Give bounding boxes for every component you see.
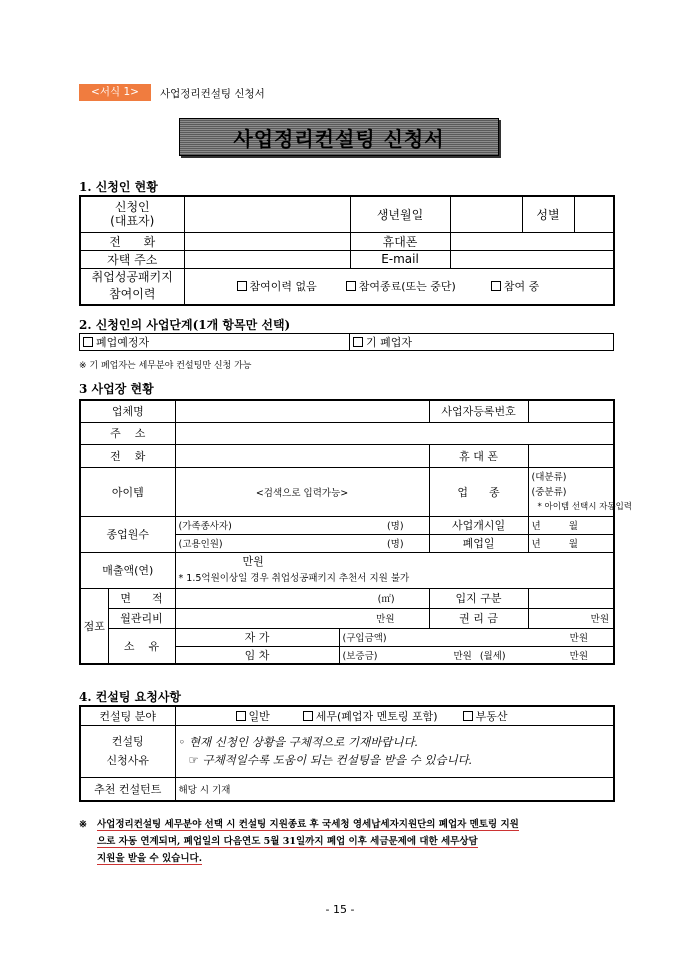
store-label: 점포 [80,588,108,664]
company-label: 업체명 [80,400,175,422]
reason-field[interactable] [175,725,614,777]
biz-phone-field[interactable] [175,444,429,467]
checkbox-icon[interactable] [236,711,246,721]
stage-option-closed[interactable]: 기 폐업자 [350,334,614,351]
biz-mobile-field[interactable] [528,444,614,467]
premium-label: 권 리 금 [429,608,528,628]
own-field[interactable]: (구입금액) 만원 [339,628,614,646]
industry-middle: (중분류) [531,486,567,498]
maintenance-label: 월관리비 [108,608,175,628]
business-table [79,399,632,665]
package-option-ended[interactable]: 참여종료(또는 중단) [346,280,456,293]
ownership-label: 소 유 [108,628,175,664]
sales-label: 매출액(연) [80,552,175,588]
family-workers-field[interactable]: (가족종사자) (명) [175,516,429,534]
mobile-field[interactable] [450,232,614,250]
applicant-table [79,195,615,306]
industry-major: (대분류) [531,471,567,483]
page-title: 사업정리컨설팅 신청서 [233,126,445,151]
consulting-request-table [79,705,615,802]
stage-note: ※ 기 폐업자는 세무분야 컨설팅만 신청 가능 [79,361,252,371]
home-address-field[interactable] [184,250,350,268]
company-field[interactable] [175,400,429,422]
title-banner [179,118,499,156]
biz-address-label: 주 소 [80,422,175,444]
footnote-line2: 으로 자동 연계되며, 폐업일의 다음연도 5월 31일까지 폐업 이후 세금문제에 대한 세무상담 [97,836,478,847]
field-option-tax[interactable]: 세무(폐업자 멘토링 포함) [303,710,438,723]
checkbox-icon[interactable] [346,281,356,291]
section3-heading: 3 사업장 현황 [79,382,154,396]
sales-unit: 만원 [242,555,264,568]
premium-field[interactable]: 만원 [528,608,614,628]
checkbox-icon[interactable] [463,711,473,721]
industry-field[interactable] [528,467,632,516]
employees-label: 종업원수 [80,516,175,552]
own-label: 자 가 [175,628,339,646]
start-date-field[interactable]: 년 월 [528,516,614,534]
gender-label: 성별 [522,196,574,232]
applicant-label: 신청인 (대표자) [80,196,184,232]
consultant-label: 추천 컨설턴트 [80,777,175,801]
package-option-ongoing[interactable]: 참여 중 [491,280,539,293]
close-date-field[interactable]: 년 월 [528,534,614,552]
maintenance-field[interactable]: 만원 [175,608,429,628]
phone-field[interactable] [184,232,350,250]
location-label: 입지 구분 [429,588,528,608]
area-label: 면 적 [108,588,175,608]
bizno-label: 사업자등록번호 [429,400,528,422]
reason-line2: ☞ 구체적일수록 도움이 되는 컨설팅을 받을 수 있습니다. [188,753,473,767]
field-option-realestate[interactable]: 부동산 [463,710,508,723]
footnote-line1: 사업정리컨설팅 세무분야 선택 시 컨설팅 지원종료 후 국세청 영세납세자지원단의 폐업자 멘토링 지원 [97,819,519,830]
reason-label: 컨설팅 신청사유 [80,725,175,777]
footnote [79,816,605,867]
item-label: 아이템 [80,467,175,516]
section4-heading: 4. 컨설팅 요청사항 [79,690,182,704]
home-address-label: 자택 주소 [80,250,184,268]
reason-line1: ◦ 현재 신청인 상황을 구체적으로 기재바랍니다. [178,735,419,749]
section1-heading: 1. 신청인 현황 [79,180,158,194]
rent-field[interactable]: (보증금) 만원 (월세) 만원 [339,646,614,664]
birth-field[interactable] [450,196,522,232]
footnote-line3: 지원을 받을 수 있습니다. [97,853,202,864]
footnote-mark: ※ [79,819,87,830]
rent-label: 임 차 [175,646,339,664]
sales-field[interactable] [175,552,614,588]
hired-workers-field[interactable]: (고용인원) (명) [175,534,429,552]
business-stage-table [79,333,614,351]
field-label: 컨설팅 분야 [80,706,175,725]
sales-note: * 1.5억원이상일 경우 취업성공패키지 추천서 지원 불가 [178,573,410,584]
checkbox-icon[interactable] [237,281,247,291]
page-number: - 15 - [325,903,355,916]
biz-phone-label: 전 화 [80,444,175,467]
phone-label: 전 화 [80,232,184,250]
form-number-tag: <서식 1> [79,84,151,101]
package-history-label: 취업성공패키지 참여이력 [80,268,184,305]
bizno-field[interactable] [528,400,614,422]
industry-label: 업 종 [429,467,528,516]
field-options [175,706,614,725]
applicant-name-field[interactable] [184,196,350,232]
birth-label: 생년월일 [350,196,450,232]
close-date-label: 폐업일 [429,534,528,552]
package-history-options [184,268,614,305]
item-search-field[interactable]: <검색으로 입력가능> [175,467,429,516]
gender-field[interactable] [574,196,614,232]
start-date-label: 사업개시일 [429,516,528,534]
biz-mobile-label: 휴 대 폰 [429,444,528,467]
package-option-none[interactable]: 참여이력 없음 [237,280,317,293]
biz-address-field[interactable] [175,422,614,444]
email-field[interactable] [450,250,614,268]
field-option-general[interactable]: 일반 [236,710,270,723]
checkbox-icon[interactable] [303,711,313,721]
area-field[interactable]: (㎡) [175,588,429,608]
location-field[interactable] [528,588,614,608]
checkbox-icon[interactable] [353,337,363,347]
stage-option-closing[interactable]: 폐업예정자 [80,334,350,351]
checkbox-icon[interactable] [491,281,501,291]
checkbox-icon[interactable] [83,337,93,347]
email-label: E-mail [350,250,450,268]
industry-note: * 아이템 선택시 자동입력 [537,501,632,512]
form-name: 사업정리컨설팅 신청서 [160,88,265,100]
consultant-field[interactable]: 해당 시 기재 [175,777,614,801]
mobile-label: 휴대폰 [350,232,450,250]
section2-heading: 2. 신청인의 사업단계(1개 항목만 선택) [79,318,291,332]
